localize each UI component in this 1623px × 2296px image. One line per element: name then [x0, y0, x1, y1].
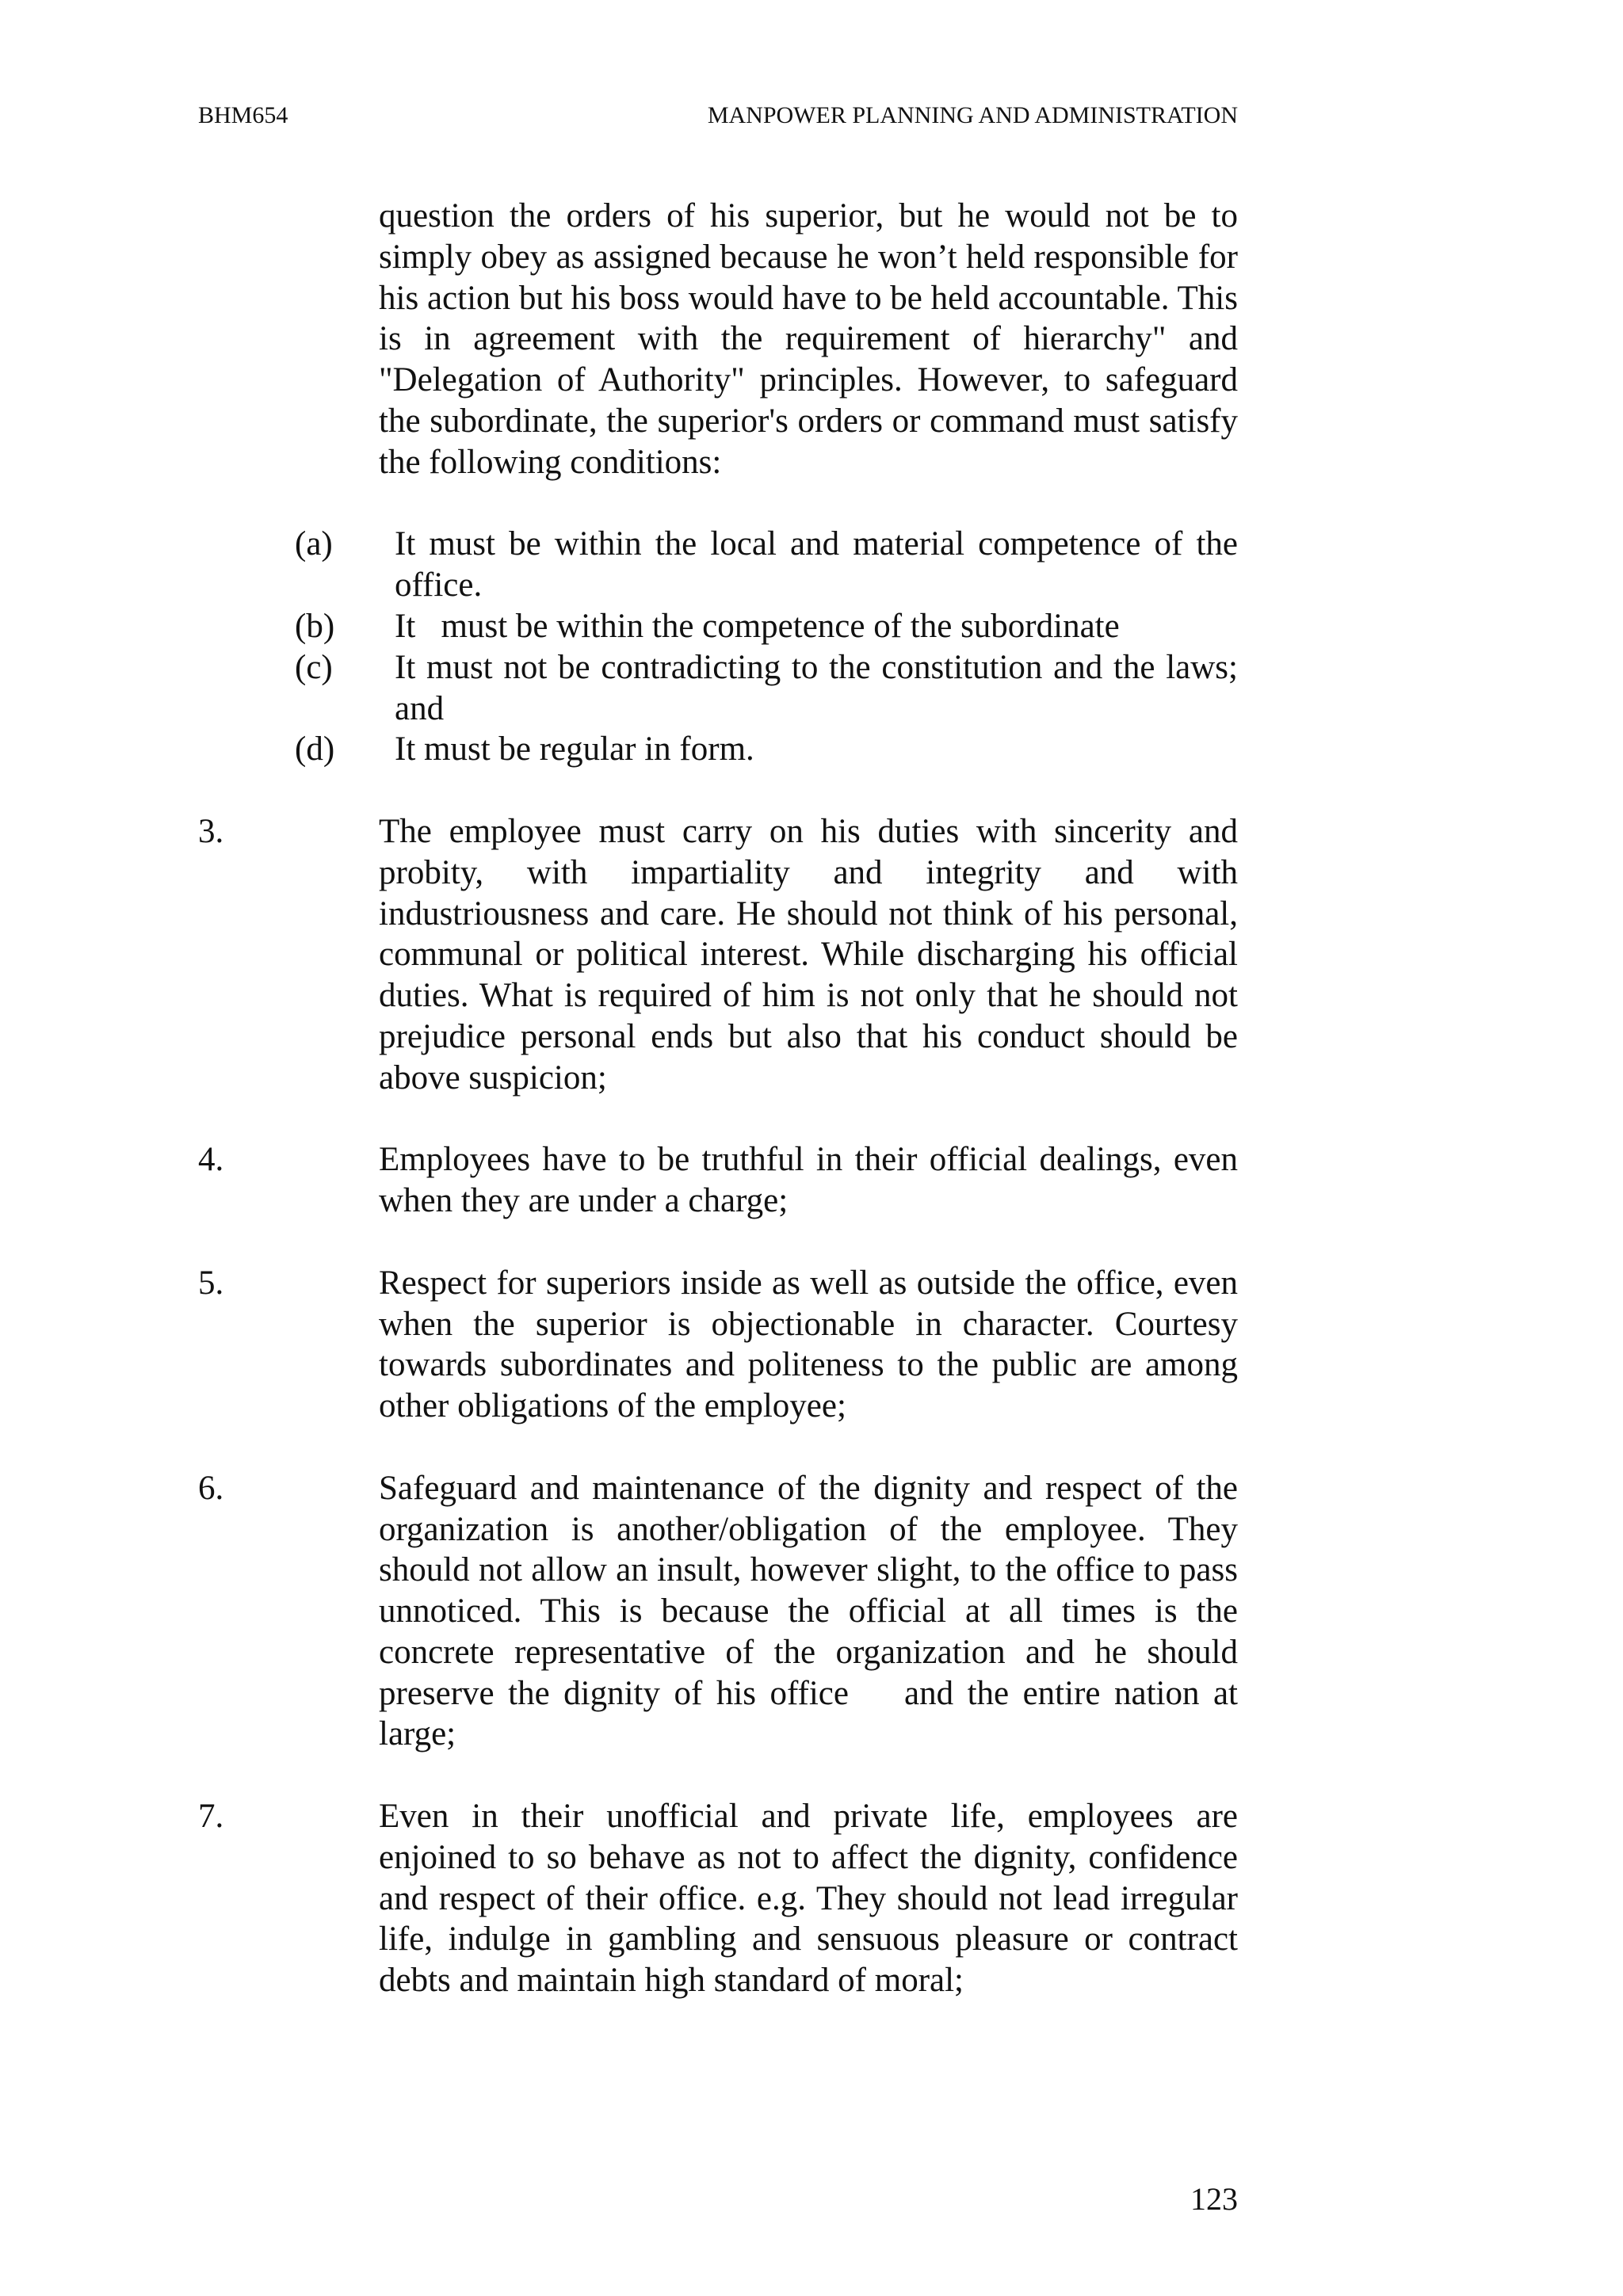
item-text: Safeguard and maintenance of the dignity and respect of the organization is another/obligation of the employee. They should not allow an insult, however slight, to the office to pass unnoticed. This is because the official at all times is the concrete representative of the organization and he should preserve the dignity of his office and the entire nation at large; [379, 1469, 1247, 1753]
page-body [198, 196, 1247, 2042]
list-item-5 [198, 1263, 1238, 1427]
conditions-list [198, 524, 1238, 770]
list-item-7 [198, 1796, 1238, 2001]
list-item-3 [198, 811, 1238, 1099]
item-number: 6. [198, 1469, 224, 1507]
item-number: 5. [198, 1264, 224, 1302]
condition-item-d [198, 729, 1238, 770]
condition-text: It must be within the local and material competence of the office. [395, 525, 1238, 605]
condition-item-a [198, 524, 1238, 606]
condition-label: (b) [295, 607, 335, 645]
item-number: 4. [198, 1141, 224, 1179]
item-number: 7. [198, 1798, 224, 1836]
list-item-6 [198, 1468, 1247, 1756]
intro-paragraph: question the orders of his superior, but he would not be to simply obey as assigned because he won’t held responsible for his action but his boss would have to be held accountable. This is in agreement with the requirement of hierarchy" and "Delegation of Authority" principles. However, to safeguard the subordinate, the superior's orders or command must satisfy the following conditions: [379, 197, 1238, 481]
condition-item-b [198, 606, 1238, 647]
item-text: Respect for superiors inside as well as outside the office, even when the superior is objectionable in character. Courtesy towards subordinates and politeness to the public are among other obligations of the employee; [379, 1264, 1238, 1425]
item-text: Even in their unofficial and private life, employees are enjoined to so behave as not to affect the dignity, confidence and respect of their office. e.g. They should not lead irregular life, indulge in gambling and sensuous pleasure or contract debts and maintain high standard of moral; [379, 1798, 1238, 2000]
condition-text: It must be regular in form. [395, 730, 754, 769]
condition-text: It must be within the competence of the subordinate [395, 607, 1120, 645]
condition-label: (a) [295, 525, 333, 563]
course-code: BHM654 [198, 102, 288, 128]
item-number: 3. [198, 812, 224, 850]
condition-label: (d) [295, 730, 335, 769]
condition-item-c [198, 647, 1238, 730]
item-text: Employees have to be truthful in their official dealings, even when they are under a charge; [379, 1141, 1238, 1220]
list-item-4 [198, 1139, 1238, 1222]
condition-text: It must not be contradicting to the constitution and the laws; and [395, 648, 1238, 727]
page-header [198, 98, 1238, 133]
course-title: MANPOWER PLANNING AND ADMINISTRATION [707, 102, 1238, 128]
condition-label: (c) [295, 648, 333, 686]
item-text: The employee must carry on his duties with sincerity and probity, with impartiality and integrity and with industriousness and care. He should not think of his personal, communal or political interest. While discharging his official duties. What is required of him is not only that he should not prejudice personal ends but also that his conduct should be above suspicion; [379, 812, 1238, 1097]
page-number: 123 [1190, 2181, 1238, 2217]
